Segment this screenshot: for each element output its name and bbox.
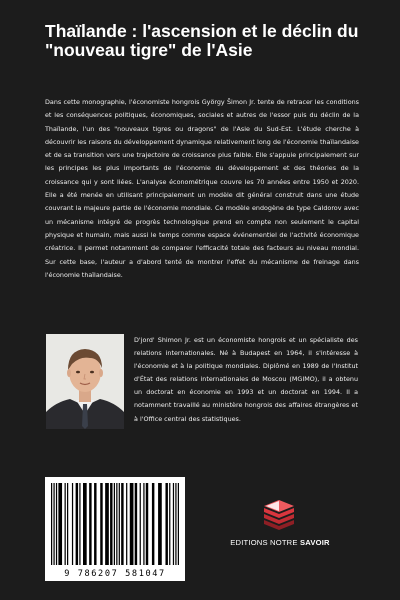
barcode-bar — [178, 483, 179, 565]
barcode-bar — [100, 483, 102, 565]
barcode-bar — [146, 483, 148, 565]
barcode-bar — [79, 483, 80, 565]
barcode-bar — [56, 483, 57, 565]
barcode-bar — [110, 483, 112, 565]
barcode-bar — [143, 483, 144, 565]
isbn-number: 9 786207 581047 — [64, 569, 166, 579]
barcode-bar — [152, 483, 154, 565]
book-description: Dans cette monographie, l'économiste hongrois György Šimon Jr. tente de retracer les conditions et les conséquences politiques, économiques, sociales et autres de l'essor puis du déclin de la Thaïlande, l'un des "nouveaux tigres ou dragons" de l'Asie du Sud-Est. L'étude cherche à découvrir les raisons du développement dynamique relativement long de l'économie thaïlandaise et de sa transition vers une trajectoire de croissance plus faible. Elle s'appuie principalement sur les principes les plus importants de l'économie du développement et des théories de la croissance qui y sont liées. L'analyse économétrique couvre les 70 années entre 1950 et 2020. Elle a été menée en utilisant principalement un modèle dit général construit dans une étude couvrant la majeure partie de l'économie mondiale. Ce modèle endogène de type Caldorov avec un mécanisme intégré de progrès technologique prend en compte non seulement le capital physique et humain, mais aussi le temps comme espace événementiel de l'activité économique créatrice. Il permet notamment de comparer l'efficacité totale des facteurs au niveau mondial. Sur cette base, l'auteur a d'abord tenté de montrer l'effet du mécanisme de freinage dans l'économie thaïlandaise. — [45, 98, 359, 279]
barcode-bar — [67, 483, 68, 565]
publisher-logo-icon — [258, 498, 300, 532]
publisher-name — [218, 538, 342, 547]
barcode-bar — [58, 483, 62, 565]
barcode-bar — [175, 483, 176, 565]
barcode-bar — [169, 483, 170, 565]
barcode-bar — [116, 483, 117, 565]
author-photo — [46, 334, 124, 429]
barcode-bar — [165, 483, 167, 565]
barcode-bar — [83, 483, 87, 565]
barcode-bar — [114, 483, 115, 565]
barcode-bar — [53, 483, 54, 565]
barcode-bar — [72, 483, 73, 565]
barcode-bars — [51, 483, 179, 565]
barcode-bar — [51, 483, 52, 565]
barcode-bar — [140, 483, 141, 565]
barcode-bar — [126, 483, 127, 565]
barcode-bar — [76, 483, 78, 565]
barcode-bar — [94, 483, 96, 565]
barcode-bar — [119, 483, 120, 565]
barcode-bar — [105, 483, 109, 565]
barcode-bar — [121, 483, 123, 565]
isbn-barcode — [45, 477, 185, 581]
book-title: Thaïlande : l'ascension et le déclin du "nouveau tigre" de l'Asie — [45, 21, 359, 60]
author-bio: D'jord' Shimon Jr. est un économiste hongrois et un spécialiste des relations internationales. Né à Budapest en 1964, il s'intéresse à l'économie et à la politique mondiales. Diplômé en 1989 de l'Institut d'État des relations internationales de Moscou (MGIMO), il a obtenu un doctorat en économie en 1993 et un doctorat en 1994. Il a notamment travaillé au ministère hongrois des affaires étrangères et à l'Office central des statistiques. — [134, 336, 358, 423]
publisher-name-part1: EDITIONS NOTRE — [230, 538, 300, 547]
barcode-bar — [158, 483, 162, 565]
barcode-bar — [65, 483, 66, 565]
barcode-bar — [135, 483, 137, 565]
barcode-bar — [173, 483, 174, 565]
barcode-bar — [89, 483, 91, 565]
publisher-name-part2: SAVOIR — [299, 538, 330, 547]
barcode-bar — [130, 483, 134, 565]
